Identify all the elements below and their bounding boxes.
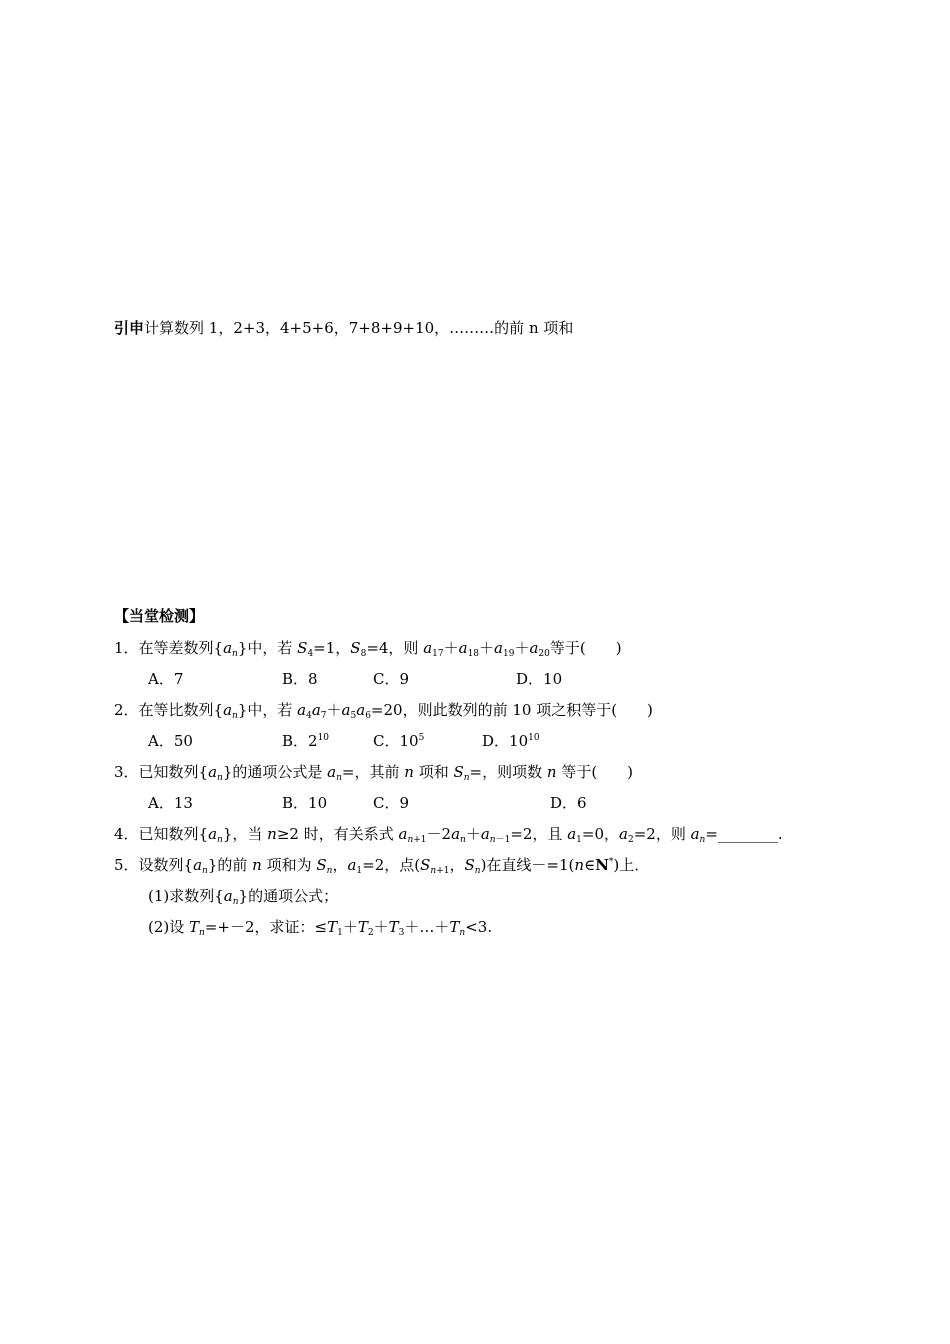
extension-text: 计算数列 1，2+3，4+5+6，7+8+9+10，………的前 n 项和: [144, 319, 574, 337]
question-number: 4．: [114, 825, 139, 843]
q3-option-d: D．6: [550, 794, 587, 812]
q1-option-d: D．10: [516, 670, 563, 688]
q5-part-1: (1)求数列$\{a_n\}$的通项公式；: [148, 887, 339, 907]
q2-option-a: A．50: [148, 732, 193, 750]
question-5: 5．设数列$\{a_n\}$的前 n 项和为 $S_n$，$a_1=2$，点($S_{n+1}$，$S_n$)在直线－=1(n∈N*)上．: [114, 856, 650, 876]
q2-option-d: D．$10^{10}$: [482, 732, 540, 750]
q2-option-b: B．$2^{10}$: [282, 732, 330, 750]
extension-label: 引申: [114, 319, 145, 337]
q1-option-b: B．8: [282, 670, 318, 688]
q2-option-c: C．$10^5$: [373, 732, 425, 750]
question-3: 3．已知数列$\{a_n\}$的通项公式是 $a_n=$，其前 n 项和 $S_n=$，则项数 n 等于( ): [114, 763, 634, 783]
question-number: 5．: [114, 856, 139, 874]
question-2: 2．在等比数列$\{a_n\}$中，若 $a_4a_7+a_5a_6=20$，则此数列的前 10 项之积等于( ): [114, 701, 653, 721]
question-number: 1．: [114, 639, 139, 657]
q3-option-c: C．9: [373, 794, 410, 812]
extension-problem: [114, 318, 573, 338]
question-1: 1．在等差数列$\{a_n\}$中，若 $S_4=1$，$S_8=4$，则 $a_{17}+a_{18}+a_{19}+a_{20}$等于( ): [114, 639, 622, 659]
q5-part-2: (2)设 $T_n=+-2$，求证：$\le T_1+T_2+T_3+\dots+T_n<3$.: [148, 918, 493, 938]
q1-option-a: A．7: [148, 670, 184, 688]
q3-option-a: A．13: [148, 794, 193, 812]
q1-option-c: C．9: [373, 670, 410, 688]
question-number: 3．: [114, 763, 139, 781]
question-number: 2．: [114, 701, 139, 719]
section-title: 【当堂检测】: [114, 607, 205, 625]
q3-option-b: B．10: [282, 794, 328, 812]
question-4: 4．已知数列$\{a_n\}$，当 n≥2 时，有关系式 $a_{n+1}-2a_n+a_{n-1}=2$，且 $a_1=0$，$a_2=2$，则 $a_n=\_\_\_\_\_\_\_\_$.: [114, 825, 783, 845]
